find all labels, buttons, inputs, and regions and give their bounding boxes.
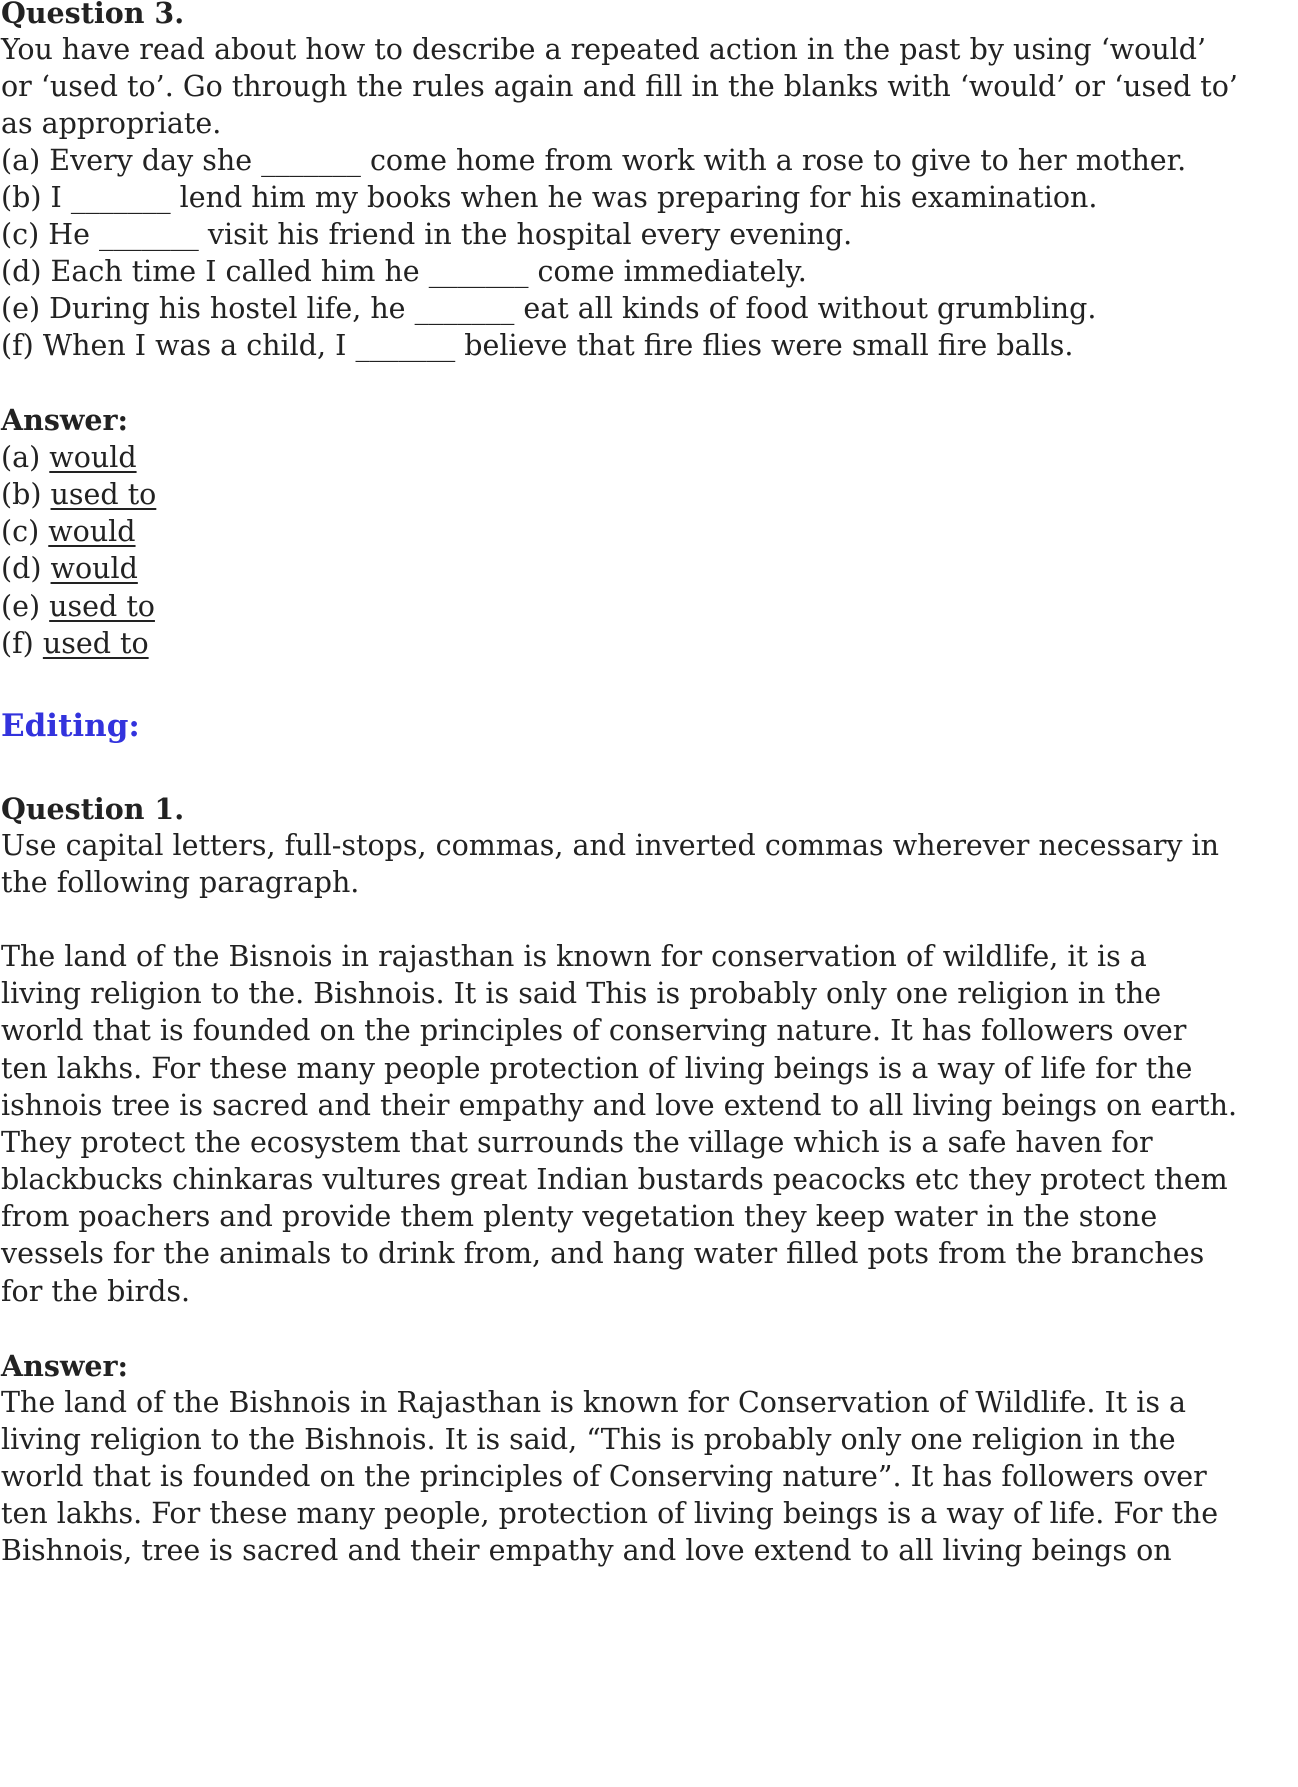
- paragraph-line: from poachers and provide them plenty vegetation they keep water in the stone: [1, 1200, 1158, 1233]
- question-1-instruction-line: Use capital letters, full-stops, commas, and inverted commas wherever necessary in: [1, 829, 1219, 862]
- answer-label: (b): [1, 478, 51, 511]
- answer-item-c: [1, 511, 136, 553]
- section-heading-editing: Editing:: [1, 708, 140, 744]
- answer-label: (a): [1, 441, 50, 474]
- question-1-title: Question 1.: [1, 792, 185, 826]
- question-3-instruction-line: as appropriate.: [1, 107, 222, 140]
- question-1-instruction-line: the following paragraph.: [1, 866, 360, 899]
- question-3-answer-label: Answer:: [1, 403, 129, 437]
- answer-value: used to: [42, 627, 149, 660]
- answer-paragraph-line: world that is founded on the principles of Conserving nature”. It has followers over: [1, 1460, 1207, 1493]
- paragraph-line: blackbucks chinkaras vultures great Indian bustards peacocks etc they protect them: [1, 1163, 1228, 1196]
- answer-item-f: [1, 623, 149, 665]
- question-3-item-d: (d) Each time I called him he _______ come immediately.: [1, 255, 807, 288]
- paragraph-line: vessels for the animals to drink from, and hang water filled pots from the branches: [1, 1237, 1205, 1270]
- paragraph-line: The land of the Bisnois in rajasthan is known for conservation of wildlife, it is a: [1, 940, 1147, 973]
- question-3-title: Question 3.: [1, 0, 185, 30]
- paragraph-line: living religion to the. Bishnois. It is said This is probably only one religion in the: [1, 977, 1162, 1010]
- answer-paragraph-line: living religion to the Bishnois. It is said, “This is probably only one religion in the: [1, 1423, 1176, 1456]
- question-3-item-c: (c) He _______ visit his friend in the hospital every evening.: [1, 218, 853, 251]
- question-3-item-b: (b) I _______ lend him my books when he was preparing for his examination.: [1, 181, 1098, 214]
- answer-item-a: [1, 437, 137, 479]
- answer-item-d: [1, 548, 138, 590]
- paragraph-line: ten lakhs. For these many people protection of living beings is a way of life for the: [1, 1052, 1193, 1085]
- answer-value: would: [48, 515, 136, 548]
- question-3-instruction-line: or ‘used to’. Go through the rules again and fill in the blanks with ‘would’ or ‘used to’: [1, 70, 1238, 103]
- answer-value: would: [50, 552, 138, 585]
- answer-paragraph-line: Bishnois, tree is sacred and their empathy and love extend to all living beings on: [1, 1534, 1172, 1567]
- answer-label: (d): [1, 552, 51, 585]
- paragraph-line: They protect the ecosystem that surrounds the village which is a safe haven for: [1, 1126, 1153, 1159]
- answer-value: used to: [50, 478, 157, 511]
- question-3-item-a: (a) Every day she _______ come home from work with a rose to give to her mother.: [1, 144, 1187, 177]
- answer-label: (c): [1, 515, 49, 548]
- answer-label: (e): [1, 590, 50, 623]
- question-1-answer-label: Answer:: [1, 1349, 129, 1383]
- question-3-instruction-line: You have read about how to describe a repeated action in the past by using ‘would’: [1, 33, 1207, 66]
- paragraph-line: world that is founded on the principles of conserving nature. It has followers over: [1, 1014, 1187, 1047]
- question-3-item-f: (f) When I was a child, I _______ believe that fire flies were small fire balls.: [1, 329, 1074, 362]
- paragraph-line: for the birds.: [1, 1275, 191, 1308]
- paragraph-line: ishnois tree is sacred and their empathy and love extend to all living beings on earth.: [1, 1089, 1238, 1122]
- answer-value: would: [49, 441, 137, 474]
- answer-paragraph-line: ten lakhs. For these many people, protection of living beings is a way of life. For the: [1, 1497, 1219, 1530]
- answer-label: (f): [1, 627, 43, 660]
- answer-paragraph-line: The land of the Bishnois in Rajasthan is known for Conservation of Wildlife. It is a: [1, 1386, 1187, 1419]
- answer-value: used to: [49, 590, 155, 623]
- question-3-item-e: (e) During his hostel life, he _______ eat all kinds of food without grumbling.: [1, 292, 1097, 325]
- answer-item-e: [1, 586, 155, 628]
- answer-item-b: [1, 474, 156, 516]
